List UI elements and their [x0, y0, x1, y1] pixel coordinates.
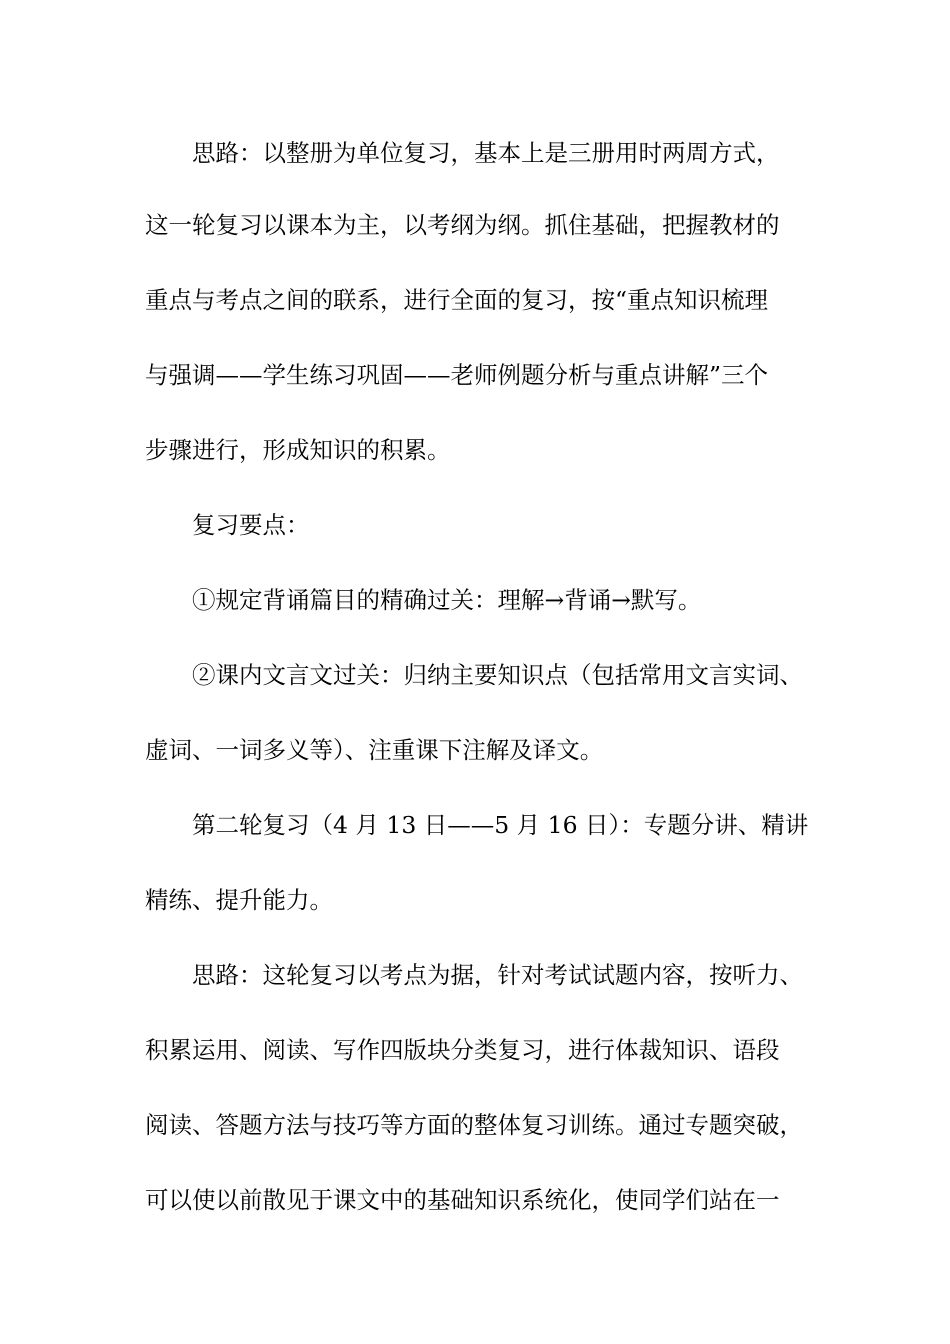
paragraph-line: 思路：这轮复习以考点为据，针对考试试题内容，按听力、 — [192, 961, 803, 989]
paragraph-line: 虚词、一词多义等）、注重课下注解及译文。 — [145, 736, 604, 764]
section-heading: 第二轮复习（4 月 13 日——5 月 16 日）：专题分讲、精讲 — [192, 811, 809, 839]
paragraph-line: 与强调——学生练习巩固——老师例题分析与重点讲解”三个 — [145, 361, 769, 389]
paragraph-line: 这一轮复习以课本为主，以考纲为纲。抓住基础，把握教材的 — [145, 211, 780, 239]
paragraph-line: 可以使以前散见于课文中的基础知识系统化，使同学们站在一 — [145, 1186, 780, 1214]
paragraph-line: 步骤进行，形成知识的积累。 — [145, 436, 451, 464]
section-heading: 复习要点： — [192, 511, 310, 539]
list-item: ①规定背诵篇目的精确过关：理解→背诵→默写。 — [192, 586, 702, 614]
paragraph-line: 阅读、答题方法与技巧等方面的整体复习训练。通过专题突破， — [145, 1111, 803, 1139]
paragraph-line: 精练、提升能力。 — [145, 886, 333, 914]
list-item: ②课内文言文过关：归纳主要知识点（包括常用文言实词、 — [192, 661, 803, 689]
paragraph-line: 重点与考点之间的联系，进行全面的复习，按“重点知识梳理 — [145, 286, 769, 314]
paragraph-line: 思路：以整册为单位复习，基本上是三册用时两周方式， — [192, 139, 780, 167]
paragraph-line: 积累运用、阅读、写作四版块分类复习，进行体裁知识、语段 — [145, 1036, 780, 1064]
